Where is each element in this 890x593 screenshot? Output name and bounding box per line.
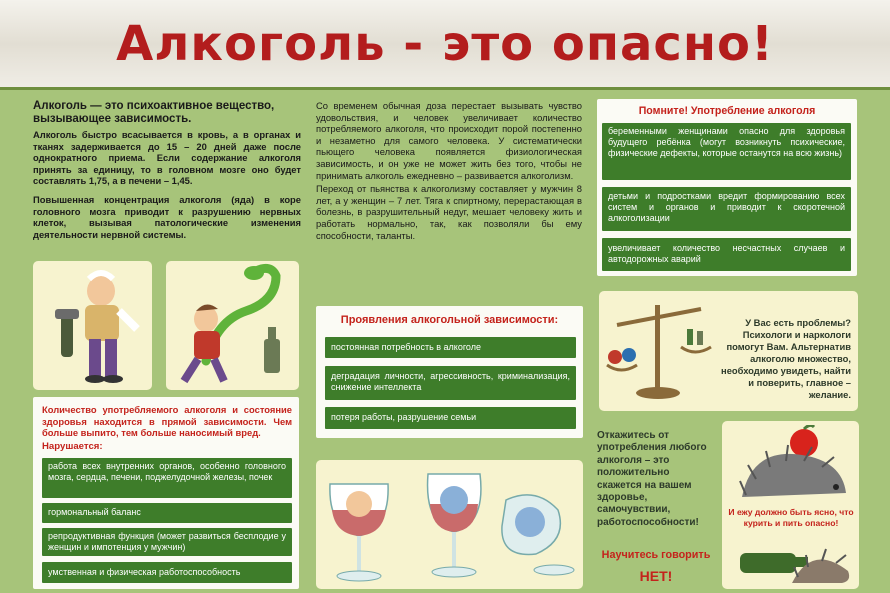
scales-icon bbox=[603, 295, 713, 407]
amount-item: гормональный баланс bbox=[42, 503, 292, 523]
amount-violated-label: Нарушается: bbox=[42, 441, 103, 452]
middle-text bbox=[316, 100, 582, 241]
header-divider bbox=[0, 87, 890, 90]
drunk-man-icon bbox=[33, 261, 152, 390]
amount-text: Количество употребляемого алкоголя и состояние здоровья находится в прямой зависимости. Чем больше выпито, тем больше наносимый вред. bbox=[42, 404, 292, 438]
dependence-item: деградация личности, агрессивность, криминализация, снижение интеллекта bbox=[325, 366, 576, 400]
remember-panel bbox=[597, 99, 857, 276]
remember-item: беременными женщинами опасно для здоровья будущего ребёнка (могут возникнуть психические, физические дефекты, которые останутся на всю жизнь) bbox=[602, 123, 851, 180]
hedgehog-bottle-icon bbox=[732, 533, 852, 587]
remember-title: Помните! Употребление алкоголя bbox=[638, 105, 816, 117]
snake-bottle-icon bbox=[166, 261, 299, 390]
amount-item: работа всех внутренних органов, особенно головного мозга, сердца, печени, поджелудочной железы, почек bbox=[42, 458, 292, 498]
hedgehog-text: И ежу должно быть ясно, что курить и пить опасно! bbox=[728, 507, 854, 528]
intro-lead: Алкоголь — это психоактивное вещество, вызывающее зависимость. bbox=[33, 100, 275, 125]
page-title: Алкоголь - это опасно! bbox=[116, 16, 774, 72]
problems-panel bbox=[599, 291, 858, 411]
dependence-item: постоянная потребность в алкоголе bbox=[325, 337, 576, 358]
dependence-item: потеря работы, разрушение семьи bbox=[325, 407, 576, 429]
amount-item: умственная и физическая работоспособность bbox=[42, 562, 292, 583]
intro-p1: Алкоголь быстро всасывается в кровь, а в органах и тканях задерживается до 15 – 20 дней даже после однократного приема. Если содержание алкоголя принять за единицу, то в головном мозге оно будет составлять 1,75, а в печени – 1,45. bbox=[33, 129, 301, 187]
refuse-text: Откажитесь от употребления любого алкоголя – это положительно скажется на вашем здоровье, самочувствии, работоспособности! bbox=[597, 430, 707, 528]
remember-item: увеличивает количество несчастных случаев и автодорожных аварий bbox=[602, 238, 851, 271]
middle-p2: Переход от пьянства к алкоголизму составляет у мужчин 8 лет, а у женщин – 7 лет. Тяга к спиртному, перерастающая в болезнь, в разрушительный недуг, мешает человеку жить и работать нормально, так, как позволяли бы ему способности, таланты. bbox=[316, 183, 582, 241]
hedgehog-apple-icon bbox=[732, 425, 852, 507]
problems-text: У Вас есть проблемы? Психологи и наркологи помогут Вам. Альтернатив алкоголю множество, необходимо увидеть, найти и поверить, главное – желание. bbox=[721, 317, 851, 400]
drunk-man-illustration bbox=[33, 261, 152, 390]
no-label: НЕТ! bbox=[639, 568, 673, 584]
amount-item: репродуктивная функция (может развиться бесплодие у женщин и импотенция у мужчин) bbox=[42, 528, 292, 556]
intro-p2: Повышенная концентрация алкоголя (яда) в коре головного мозга приводит к разрушению нервных клеток, вызывая патологические изменения деятельности нервной системы. bbox=[33, 193, 301, 240]
dependence-title: Проявления алкогольной зависимости: bbox=[340, 314, 559, 326]
middle-p1: Со временем обычная доза перестает вызывать чувство удовольствия, и человек увеличивает количество потребляемого алкоголя, что происходит порой постепенно и незаметно для самого человека. У систематически пьющего человека появляется физиологическая зависимость, и он уже не может жить без того, чтобы не принимать алкоголь ежедневно – развивается алкоголизм. bbox=[316, 100, 582, 181]
wine-glasses-icon bbox=[316, 460, 583, 589]
intro-text bbox=[33, 100, 301, 247]
amount-panel bbox=[33, 397, 299, 589]
dependence-panel bbox=[316, 306, 583, 438]
hedgehog-panel bbox=[722, 421, 859, 589]
glasses-illustration bbox=[316, 460, 583, 589]
remember-item: детьми и подростками вредит формированию всех систем и органов и приводит к скоротечной алкоголизации bbox=[602, 187, 851, 231]
snake-man-illustration bbox=[166, 261, 299, 390]
learn-say-label: Научитесь говорить bbox=[601, 549, 711, 561]
